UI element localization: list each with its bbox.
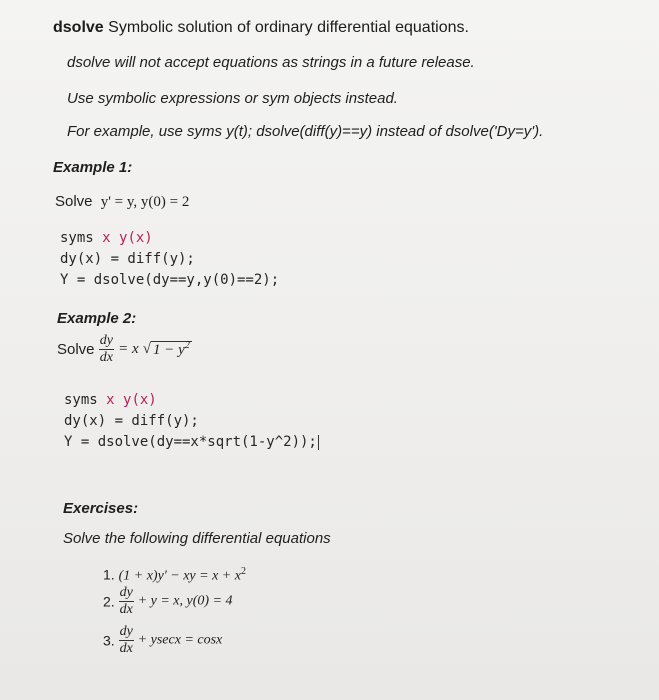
exercise-fraction: $\frac{dy}{dx}$ xyxy=(119,585,133,617)
example2-sqrt-body: 1 − y xyxy=(153,342,185,358)
example2-solve-label: Solve xyxy=(57,341,95,358)
example2-statement xyxy=(57,334,192,365)
exercise-number: 3. xyxy=(103,632,115,649)
example2-title: Example 2: xyxy=(57,310,137,327)
note-line-2: Use symbolic expressions or sym objects instead. xyxy=(67,90,398,107)
function-name: dsolve xyxy=(53,19,104,36)
exercise-fraction: $\frac{dy}{dx}$ xyxy=(119,624,133,656)
exercise-equation: + y = x, y(0) = 4 xyxy=(137,593,233,609)
syms-keyword: syms xyxy=(64,392,98,408)
exercise-equation: (1 + x)y' − xy = x + x xyxy=(118,568,241,584)
note-line-3: For example, use syms y(t); dsolve(diff(y)==y) instead of dsolve('Dy=y'). xyxy=(67,123,544,140)
exercise-equation: + ysecx = cosx xyxy=(137,632,223,648)
example2-code-line-1 xyxy=(64,392,157,408)
example2-fraction-den: dx xyxy=(99,350,113,365)
example1-equation: y' = y, y(0) = 2 xyxy=(100,194,190,210)
syms-args: x y(x) xyxy=(102,230,153,246)
function-description: Symbolic solution of ordinary differential equations. xyxy=(108,19,469,36)
exercises-title: Exercises: xyxy=(63,500,139,517)
example2-fraction-num: dy xyxy=(99,333,113,348)
note-line-1: dsolve will not accept equations as strings in a future release. xyxy=(67,54,475,71)
text-cursor xyxy=(318,435,319,450)
example2-sqrt xyxy=(151,340,192,359)
syms-args: x y(x) xyxy=(106,392,157,408)
sqrt-sign: √ xyxy=(142,341,152,357)
syms-keyword: syms xyxy=(60,230,94,246)
example1-title: Example 1: xyxy=(53,159,133,176)
example2-code-line-3: Y = dsolve(dy==x*sqrt(1-y^2)); xyxy=(64,434,317,450)
example1-solve-label: Solve xyxy=(55,193,93,210)
example1-code-line-1 xyxy=(60,230,153,246)
exercise-item-2 xyxy=(103,586,233,617)
exercise-number: 2. xyxy=(103,593,115,610)
example2-fraction xyxy=(99,334,114,365)
exercise-exponent: 2 xyxy=(240,566,246,577)
example1-code-line-2: dy(x) = diff(y); xyxy=(60,251,195,267)
exercise-number: 1. xyxy=(103,566,115,583)
example2-code-line-2: dy(x) = diff(y); xyxy=(64,413,199,429)
example1-statement xyxy=(55,193,189,211)
example2-eq-mid: = x xyxy=(118,341,139,357)
function-header xyxy=(53,19,469,37)
exercise-item-1 xyxy=(103,566,246,585)
example2-sqrt-exp: 2 xyxy=(184,340,190,351)
example1-code-line-3: Y = dsolve(dy==y,y(0)==2); xyxy=(60,272,280,288)
exercise-item-3 xyxy=(103,625,222,656)
exercises-instruction: Solve the following differential equations xyxy=(63,530,331,547)
